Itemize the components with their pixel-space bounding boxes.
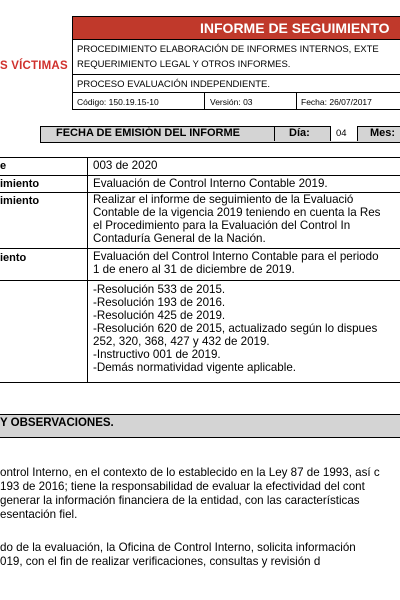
- row-value-norms-2: -Resolución 193 de 2016.: [93, 296, 226, 309]
- paragraph-1-line-4: esentación fiel.: [0, 508, 78, 521]
- row-value-norms-3: -Resolución 425 de 2019.: [93, 309, 226, 322]
- row-value-objective-1: Realizar el informe de seguimiento de la Evaluació: [93, 193, 354, 206]
- emission-day-value: 04: [336, 128, 347, 139]
- row-value-objective-3: el Procedimiento para la Evaluación del Control In: [93, 219, 351, 232]
- row-value-norms-5: 252, 320, 368, 427 y 432 de 2019.: [93, 335, 270, 348]
- header-cell-divider: [296, 92, 297, 109]
- row-value-norms-6: -Instructivo 001 de 2019.: [93, 348, 221, 361]
- table-border-top: [0, 157, 400, 158]
- paragraph-1-line-2: 193 de 2016; tiene la responsabilidad de evaluar la efectividad del cont: [0, 480, 365, 493]
- paragraph-2-line-1: do de la evaluación, la Oficina de Control Interno, solicita información: [0, 541, 356, 554]
- row-value-norms-4: -Resolución 620 de 2015, actualizado según lo dispues: [93, 322, 378, 335]
- logo-text: S VÍCTIMAS: [0, 60, 68, 72]
- row-label-number: e: [0, 160, 7, 172]
- header-rule: [72, 39, 400, 40]
- section-title: Y OBSERVACIONES.: [0, 417, 114, 429]
- emission-divider: [274, 126, 275, 141]
- row-value-norms-1: -Resolución 533 de 2015.: [93, 283, 226, 296]
- row-value-number: 003 de 2020: [93, 159, 158, 172]
- table-column-divider: [87, 157, 88, 383]
- row-value-objective-2: Contable de la vigencia 2019 teniendo en cuenta la Res: [93, 206, 381, 219]
- paragraph-1-line-1: ontrol Interno, en el contexto de lo establecido en la Ley 87 de 1993, así c: [0, 466, 380, 479]
- emission-label: FECHA DE EMISIÓN DEL INFORME: [56, 127, 240, 139]
- row-value-norms-7: -Demás normatividad vigente aplicable.: [93, 361, 296, 374]
- paragraph-1-line-3: generar la información financiera de la entidad, con las características: [0, 494, 360, 507]
- emission-month-label: Mes:: [370, 127, 396, 139]
- row-label-scope: iento: [0, 252, 27, 264]
- header-rule: [72, 74, 400, 75]
- row-label-name: imiento: [0, 178, 40, 190]
- header-rule: [72, 92, 400, 93]
- procedure-name-cont: REQUERIMIENTO LEGAL Y OTROS INFORMES.: [77, 59, 291, 70]
- row-label-objective: imiento: [0, 195, 40, 207]
- table-row-rule: [0, 175, 400, 176]
- table-border-bottom: [0, 382, 400, 383]
- table-row-rule: [0, 248, 400, 249]
- document-version: Versión: 03: [210, 97, 253, 107]
- paragraph-2-line-2: 019, con el fin de realizar verificaciones, consultas y revisión d: [0, 555, 321, 568]
- process-name: PROCESO EVALUACIÓN INDEPENDIENTE.: [77, 79, 271, 90]
- table-row-rule: [0, 280, 400, 281]
- row-value-scope-1: Evaluación del Control Interno Contable para el periodo: [93, 250, 379, 263]
- header-cell-divider: [204, 92, 205, 109]
- document-title: INFORME DE SEGUIMIENTO: [200, 20, 390, 36]
- document-code: Código: 150.19.15-10: [77, 97, 159, 107]
- row-value-name: Evaluación de Control Interno Contable 2019.: [93, 177, 328, 190]
- emission-day-label: Día:: [289, 127, 310, 139]
- row-value-scope-2: 1 de enero al 31 de diciembre de 2019.: [93, 263, 295, 276]
- header-border-bottom: [72, 109, 400, 110]
- document-date: Fecha: 26/07/2017: [301, 97, 372, 107]
- procedure-name: PROCEDIMIENTO ELABORACIÓN DE INFORMES INTERNOS, EXTE: [77, 44, 379, 55]
- row-value-objective-4: Contaduría General de la Nación.: [93, 232, 266, 245]
